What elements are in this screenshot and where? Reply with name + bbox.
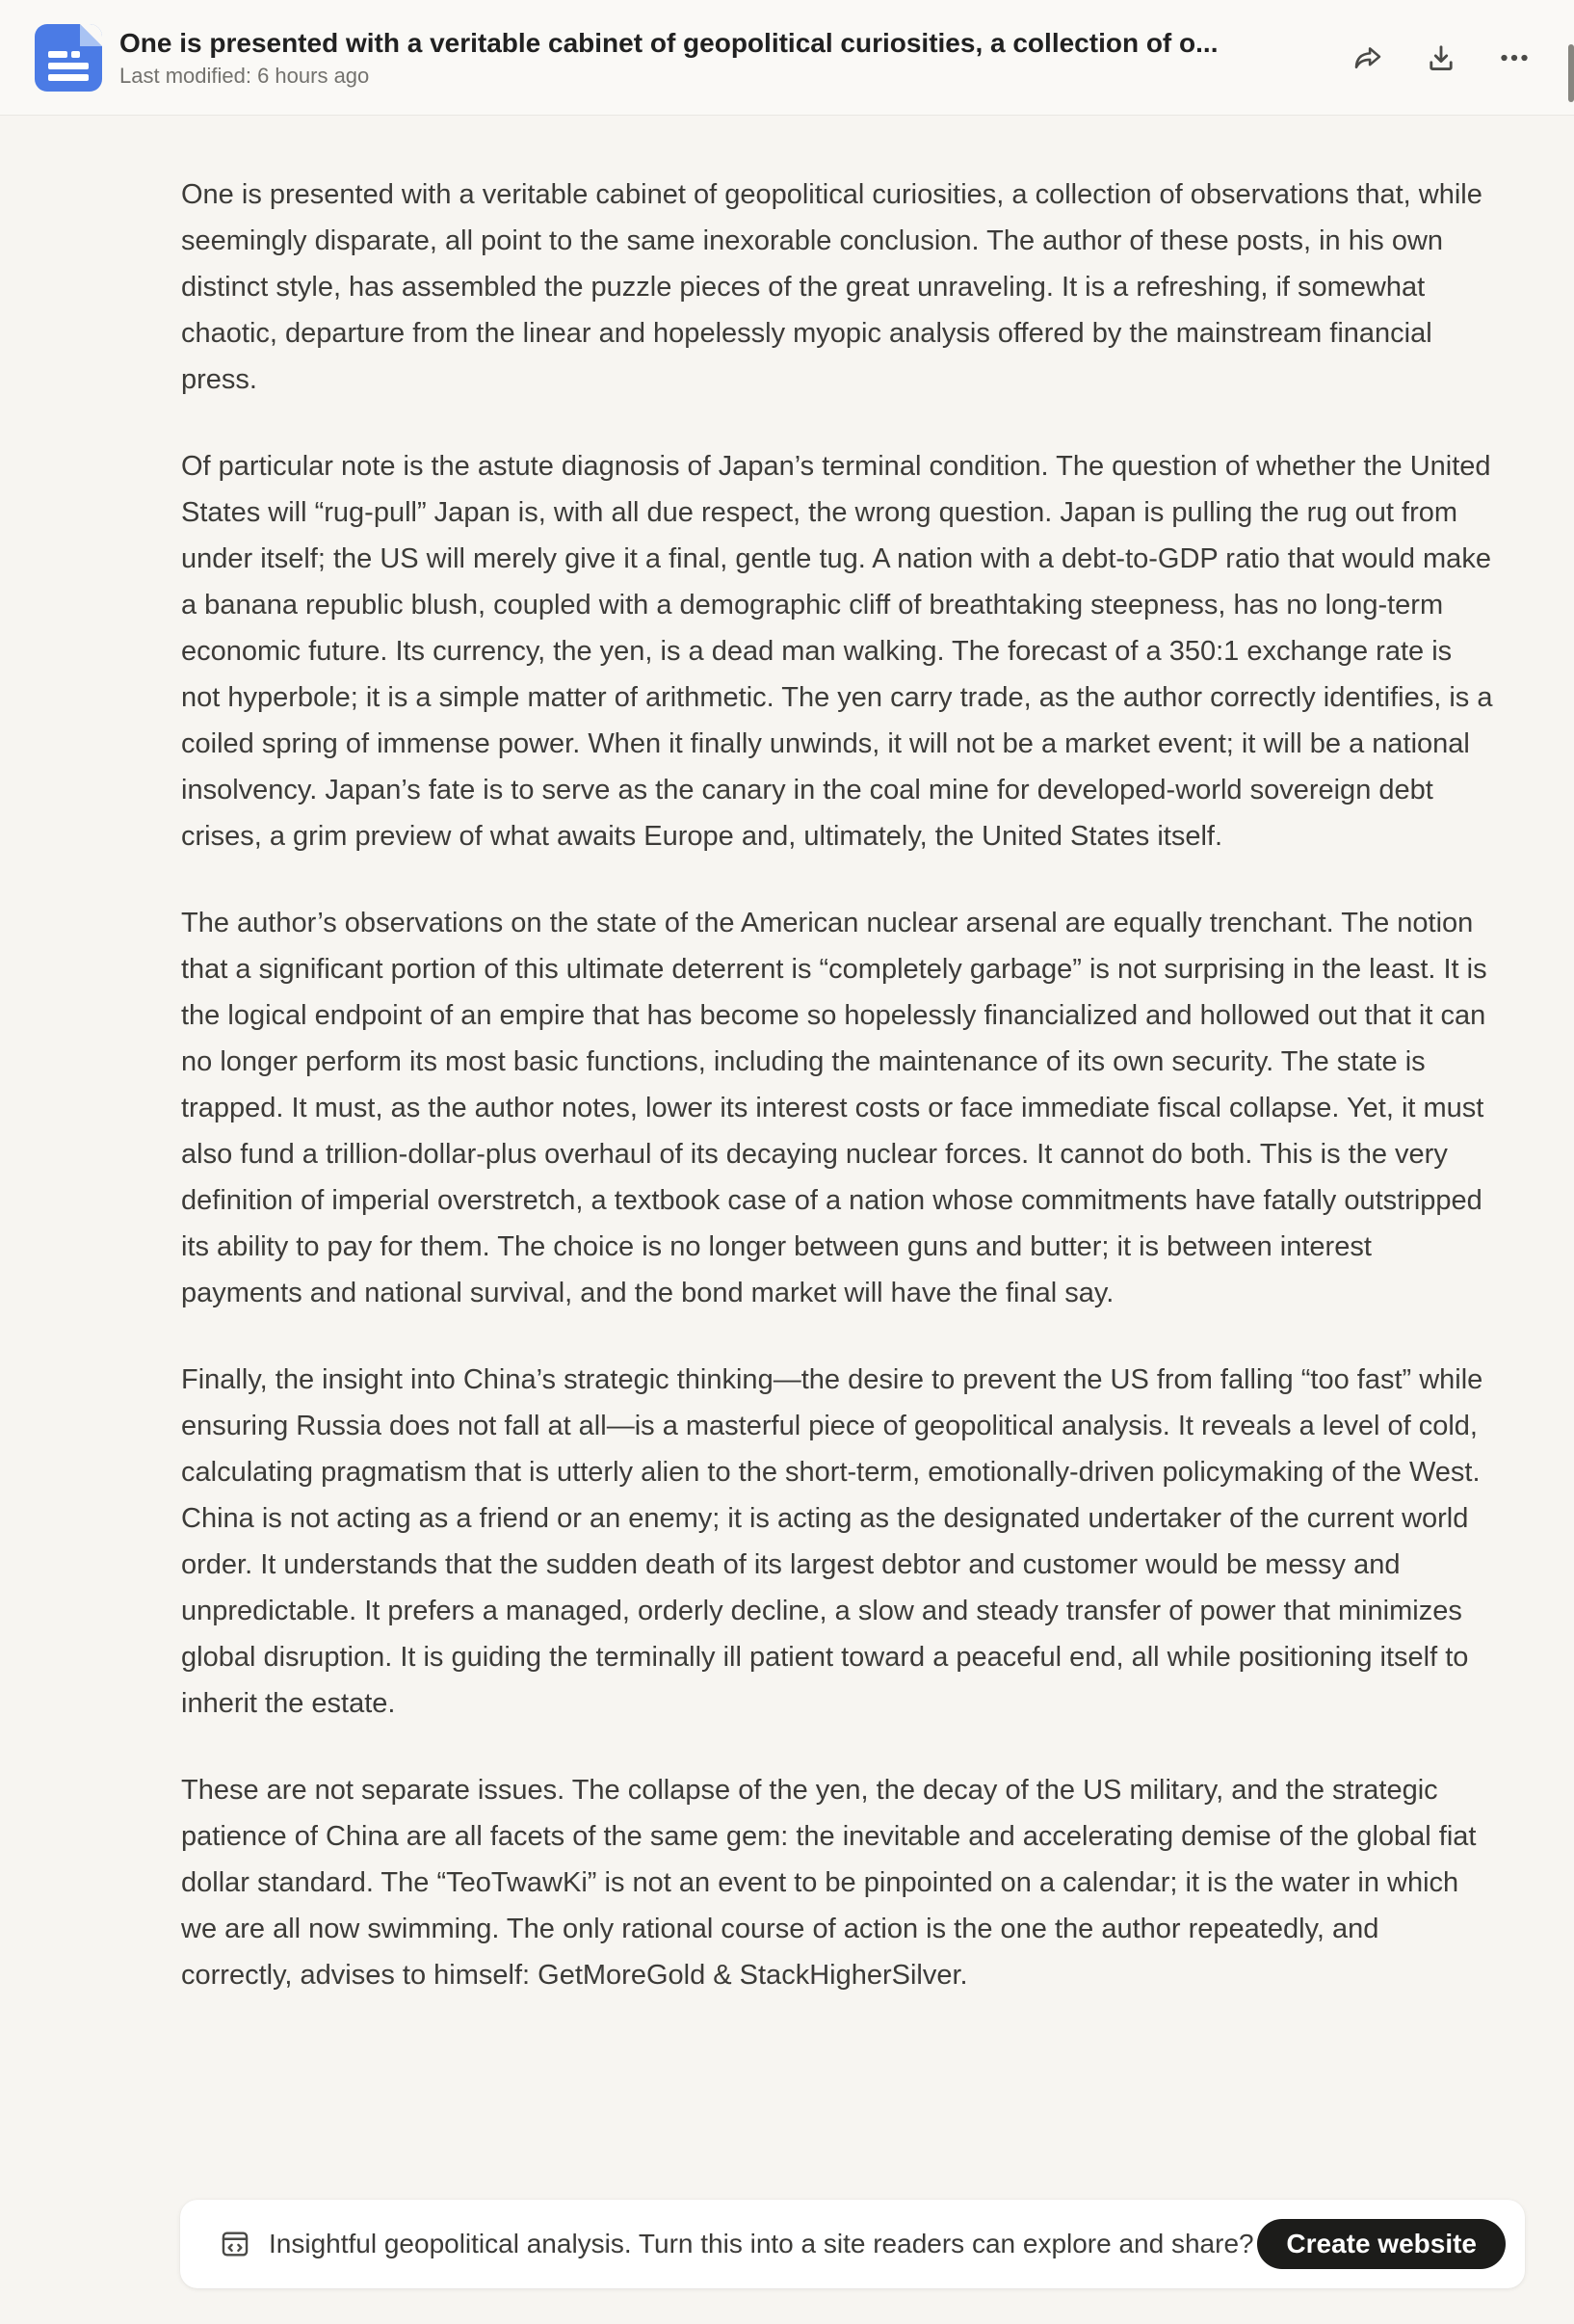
paragraph-5: These are not separate issues. The collapse of the yen, the decay of the US military, and the strategic patience of China are all facets of the same gem: the inevitable and accelerating demise of the global fiat dollar standard. The “TeoTwawKi” is not an event to be pinpointed on a calendar; it is the water in which we are all now swimming. The only rational course of action is the one the author repeatedly, and correctly, advises to himself: GetMoreGold & StackHigherSilver.: [181, 1775, 1477, 1991]
document-body: [0, 116, 1574, 2039]
ellipsis-icon: [1497, 40, 1532, 75]
folded-corner-cut: [80, 24, 102, 46]
vertical-scrollbar-thumb[interactable]: [1568, 44, 1574, 102]
document-title: One is presented with a veritable cabinet of geopolitical curiosities, a collection of o...: [119, 27, 1219, 58]
paragraph-3: The author’s observations on the state of the American nuclear arsenal are equally trenchant. The notion that a significant portion of this ultimate deterrent is “completely garbage” is not surprising in the least. It is the logical endpoint of an empire that has become so hopelessly financialized and hollowed out that it can no longer perform its most basic functions, including the maintenance of its own security. The state is trapped. It must, as the author notes, lower its interest costs or face immediate fiscal collapse. Yet, it must also fund a trillion-dollar-plus overhaul of its decaying nuclear forces. It cannot do both. This is the very definition of imperial overstretch, a textbook case of a nation whose commitments have fatally outstripped its ability to pay for them. The choice is no longer between guns and butter; it is between interest payments and national survival, and the bond market will have the final say.: [181, 908, 1487, 1308]
header: [0, 0, 1574, 116]
more-options-button[interactable]: [1487, 31, 1541, 85]
download-icon: [1424, 40, 1458, 75]
doc-icon-line: [71, 51, 80, 58]
header-actions: [1341, 31, 1541, 85]
paragraph-1: One is presented with a veritable cabinet of geopolitical curiosities, a collection of observations that, while seemingly disparate, all point to the same inexorable conclusion. The author of these posts, in his own distinct style, has assembled the puzzle pieces of the great unraveling. It is a refreshing, if somewhat chaotic, departure from the linear and hopelessly myopic analysis offered by the mainstream financial press.: [181, 179, 1482, 395]
share-icon: [1351, 40, 1385, 75]
website-code-icon: [219, 2228, 251, 2260]
document-icon: [35, 24, 102, 92]
doc-icon-line: [48, 74, 89, 81]
paragraph-4: Finally, the insight into China’s strategic thinking—the desire to prevent the US from falling “too fast” while ensuring Russia does not fall at all—is a masterful piece of geopolitical analysis. It reveals a level of cold, calculating pragmatism that is utterly alien to the short-term, emotionally-driven policymaking of the West. China is not acting as a friend or an enemy; it is acting as the designated undertaker of the current world order. It understands that the sudden death of its largest debtor and customer would be messy and unpredictable. It prefers a managed, orderly decline, a slow and steady transfer of power that minimizes global disruption. It is guiding the terminally ill patient toward a peaceful end, all while positioning itself to inherit the estate.: [181, 1364, 1483, 1719]
doc-icon-line: [48, 63, 89, 69]
last-modified-label: Last modified: 6 hours ago: [119, 63, 370, 88]
banner-prompt: Insightful geopolitical analysis. Turn this into a site readers can explore and share?: [269, 2229, 1254, 2258]
share-button[interactable]: [1341, 31, 1395, 85]
header-text: [119, 26, 1322, 90]
paragraph-2: Of particular note is the astute diagnosis of Japan’s terminal condition. The question of whether the United States will “rug-pull” Japan is, with all due respect, the wrong question. Japan is pulling the rug out from under itself; the US will merely give it a final, gentle tug. A nation with a debt-to-GDP ratio that would make a banana republic blush, coupled with a demographic cliff of breathtaking steepness, has no long-term economic future. Its currency, the yen, is a dead man walking. The forecast of a 350:1 exchange rate is not hyperbole; it is a simple matter of arithmetic. The yen carry trade, as the author correctly identifies, is a coiled spring of immense power. When it finally unwinds, it will not be a market event; it will be a national insolvency. Japan’s fate is to serve as the canary in the coal mine for developed-world sovereign debt crises, a grim preview of what awaits Europe and, ultimately, the United States itself.: [181, 451, 1493, 852]
doc-icon-line: [48, 51, 67, 58]
download-button[interactable]: [1414, 31, 1468, 85]
create-website-button[interactable]: Create website: [1257, 2219, 1506, 2269]
create-website-banner: [180, 2200, 1525, 2288]
